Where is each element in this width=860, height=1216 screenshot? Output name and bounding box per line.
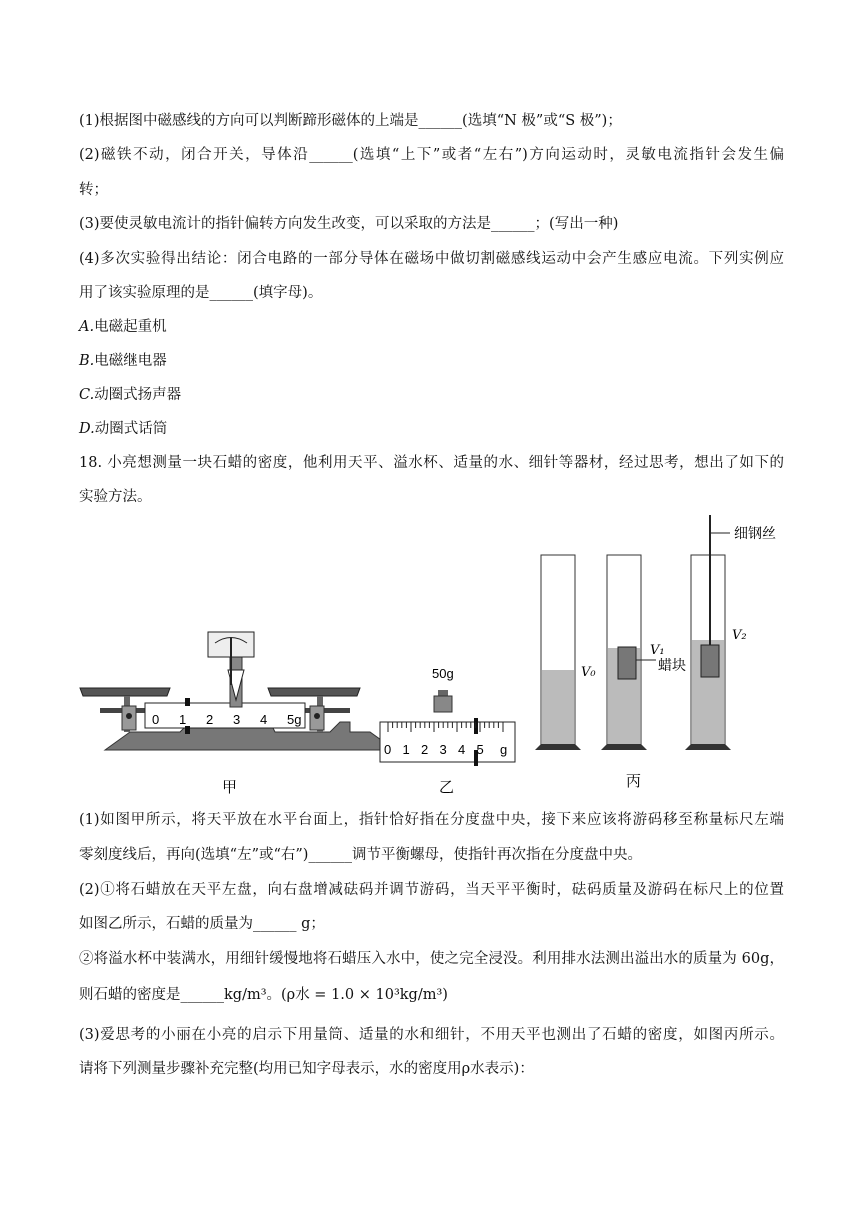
- balance-scale-label: 0: [152, 712, 160, 727]
- balance-scale-label: 4: [260, 712, 268, 727]
- q17-part2-line2: 转；: [79, 182, 108, 198]
- wire-label: 细钢丝: [734, 526, 776, 542]
- ruler-label: 5: [476, 742, 484, 757]
- ruler-label: 4: [458, 742, 466, 757]
- q17-part4-line1: (4)多次实验得出结论：闭合电路的一部分导体在磁场中做切割磁感线运动中会产生感应电流。下列实例应: [79, 251, 784, 267]
- balance-scale-label: 3: [233, 712, 241, 727]
- ruler-label: 3: [439, 742, 447, 757]
- q18-step2-line4: 则石蜡的密度是______kg/m³。(ρ水 = 1.0 × 10³kg/m³): [79, 987, 448, 1003]
- v1-label: V₁: [650, 643, 665, 658]
- ruler-label: 1: [402, 742, 410, 757]
- q17-part1: (1)根据图中磁感线的方向可以判断蹄形磁体的上端是______(选填“N 极”或“S 极”)；: [79, 113, 622, 129]
- ruler-label: g: [500, 742, 508, 757]
- option-c: C.动圈式扬声器: [79, 387, 182, 403]
- option-b: B.电磁继电器: [79, 353, 167, 369]
- cylinders-figure: [535, 515, 731, 750]
- balance-figure: [80, 632, 395, 750]
- balance-scale-label: 5g: [287, 712, 302, 727]
- option-d: D.动圈式话筒: [79, 421, 168, 437]
- balance-scale-label: 2: [206, 712, 214, 727]
- q18-step1-line2: 零刻度线后，再向(选填“左”或“右”)______调节平衡螺母，使指针再次指在分度盘中央。: [79, 847, 642, 863]
- weight-label: 50g: [432, 666, 454, 681]
- q18-step2-line2: 如图乙所示，石蜡的质量为______ g；: [79, 916, 325, 932]
- q18-step1-line1: (1)如图甲所示，将天平放在水平台面上，指针恰好指在分度盘中央，接下来应该将游码移至称量标尺左端: [79, 812, 784, 828]
- q18-step3-line2: 请将下列测量步骤补充完整(均用已知字母表示，水的密度用ρ水表示)：: [79, 1061, 534, 1077]
- q18-step3-line1: (3)爱思考的小丽在小亮的启示下用量筒、适量的水和细针，不用天平也测出了石蜡的密度，如图丙所示。: [79, 1027, 784, 1043]
- ruler-label: 2: [421, 742, 429, 757]
- q18-step2-line1: (2)①将石蜡放在天平左盘，向右盘增减砝码并调节游码，当天平平衡时，砝码质量及游码在标尺上的位置: [79, 882, 784, 898]
- caption-bing: 丙: [626, 772, 642, 790]
- experiment-figure: [70, 510, 800, 800]
- option-a: A.电磁起重机: [79, 319, 167, 335]
- balance-scale-label: 1: [179, 712, 187, 727]
- q18-intro-line2: 实验方法。: [79, 489, 152, 505]
- q17-part2-line1: (2)磁铁不动，闭合开关，导体沿______(选填“上下”或者“左右”)方向运动时，灵敏电流指针会发生偏: [79, 147, 784, 163]
- q18-step2-line3: ②将溢水杯中装满水，用细针缓慢地将石蜡压入水中，使之完全浸没。利用排水法测出溢出水的质量为 60g，: [79, 951, 784, 967]
- v0-label: V₀: [581, 665, 596, 680]
- q17-part3: (3)要使灵敏电流计的指针偏转方向发生改变，可以采取的方法是______；(写出一种): [79, 216, 619, 232]
- caption-yi: 乙: [439, 778, 455, 796]
- q17-part4-line2: 用了该实验原理的是______(填字母)。: [79, 285, 323, 301]
- q18-intro-line1: 18. 小亮想测量一块石蜡的密度，他利用天平、溢水杯、适量的水、细针等器材，经过思考，想出了如下的: [79, 455, 784, 471]
- weight-and-ruler-figure: [380, 666, 515, 766]
- wax-label: 蜡块: [658, 658, 686, 674]
- caption-jia: 甲: [222, 778, 238, 796]
- v2-label: V₂: [732, 628, 747, 643]
- ruler-label: 0: [384, 742, 392, 757]
